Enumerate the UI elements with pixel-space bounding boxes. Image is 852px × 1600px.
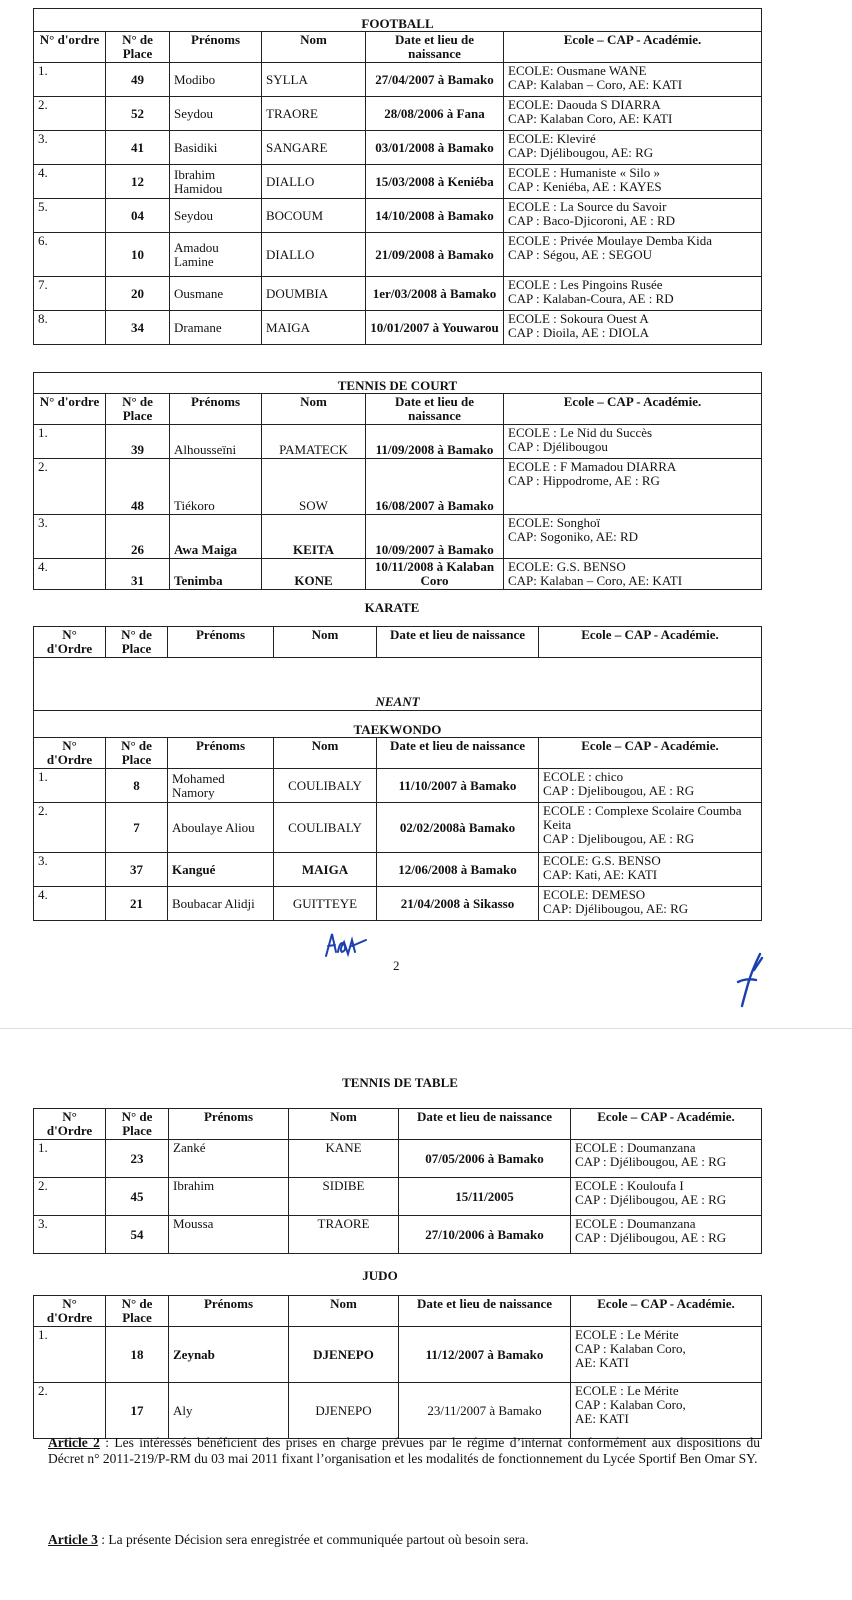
ecole-line: CAP : Djelibougou, AE : RG bbox=[543, 783, 695, 799]
cell-date: 23/11/2007 à Bamako bbox=[399, 1383, 571, 1439]
cell-ecole bbox=[504, 277, 762, 311]
article-2-label: Article 2 bbox=[48, 1435, 100, 1450]
ecole-line: ECOLE : Humaniste « Silo » bbox=[508, 165, 661, 181]
ecole-line: CAP : Baco-Djicoroni, AE : RD bbox=[508, 213, 676, 229]
ecole-line: ECOLE : Sokoura Ouest A bbox=[508, 311, 649, 327]
cell-place: 54 bbox=[106, 1216, 169, 1254]
cell-place: 04 bbox=[106, 199, 170, 233]
cell-ordre: 1. bbox=[34, 63, 106, 97]
ecole-line: ECOLE : chico bbox=[543, 769, 624, 785]
karate-neant: NEANT bbox=[34, 688, 762, 711]
col-place: N° de Place bbox=[106, 1296, 169, 1327]
table-row bbox=[34, 1327, 762, 1383]
table-header-row bbox=[34, 627, 762, 658]
ecole-line: ECOLE : Doumanzana bbox=[575, 1140, 696, 1156]
cell-nom: TRAORE bbox=[262, 97, 366, 131]
ecole-line: ECOLE: DEMESO bbox=[543, 887, 646, 903]
cell-prenoms: Tenimba bbox=[170, 559, 262, 590]
section-title-judo: JUDO bbox=[362, 1268, 398, 1283]
cell-prenoms: Alhousseïni bbox=[170, 425, 262, 459]
cell-ordre: 8. bbox=[34, 311, 106, 345]
article-2-text: : Les intéressés bénéficient des prises en charge prévues par le régime d’internat conformément aux dispositions du Décret n° 2011-219/P-RM du 03 mai 2011 fixant l’organisation et les modalités de fonctionnement du Lycée Sportif Ben Omar SY. bbox=[48, 1435, 760, 1466]
col-nom: Nom bbox=[289, 1296, 399, 1327]
cell-nom: KEITA bbox=[262, 515, 366, 559]
cell-ordre: 4. bbox=[34, 559, 106, 590]
table-row bbox=[34, 887, 762, 921]
ecole-line: CAP : Kalaban-Coura, AE : RD bbox=[508, 291, 674, 307]
cell-ecole bbox=[571, 1327, 762, 1383]
table-row bbox=[34, 199, 762, 233]
cell-ecole bbox=[504, 63, 762, 97]
cell-date: 15/11/2005 bbox=[399, 1178, 571, 1216]
table-row bbox=[34, 311, 762, 345]
col-date: Date et lieu de naissance bbox=[399, 1109, 571, 1140]
cell-ecole bbox=[504, 459, 762, 515]
cell-place: 34 bbox=[106, 311, 170, 345]
cell-nom: SIDIBE bbox=[289, 1178, 399, 1216]
table-row bbox=[34, 1383, 762, 1439]
article-3-text: : La présente Décision sera enregistrée et communiquée partout où besoin sera. bbox=[97, 1532, 529, 1547]
col-nom: Nom bbox=[262, 394, 366, 425]
ecole-line: CAP: Djélibougou, AE: RG bbox=[508, 145, 654, 161]
cell-nom: SYLLA bbox=[262, 63, 366, 97]
cell-ordre: 1. bbox=[34, 769, 106, 803]
cell-ecole bbox=[504, 425, 762, 459]
cell-date: 14/10/2008 à Bamako bbox=[366, 199, 504, 233]
ecole-line: ECOLE : Complexe Scolaire Coumba Keita bbox=[543, 803, 742, 833]
col-date: Date et lieu de naissance bbox=[377, 738, 539, 769]
cell-nom: GUITTEYE bbox=[274, 887, 377, 921]
cell-prenoms: Ousmane bbox=[170, 277, 262, 311]
cell-nom: DJENEPO bbox=[289, 1327, 399, 1383]
cell-prenoms: Ibrahim bbox=[169, 1178, 289, 1216]
col-prenoms: Prénoms bbox=[169, 1109, 289, 1140]
cell-ecole bbox=[504, 515, 762, 559]
cell-ecole bbox=[539, 887, 762, 921]
col-prenoms: Prénoms bbox=[168, 627, 274, 658]
karate-table bbox=[33, 626, 762, 921]
table-row bbox=[34, 1140, 762, 1178]
table-row bbox=[34, 277, 762, 311]
cell-date: 12/06/2008 à Bamako bbox=[377, 853, 539, 887]
cell-ordre: 3. bbox=[34, 1216, 106, 1254]
col-ecole: Ecole – CAP - Académie. bbox=[571, 1109, 762, 1140]
cell-ecole bbox=[571, 1140, 762, 1178]
ecole-line: ECOLE : Le Mérite bbox=[575, 1327, 679, 1343]
cell-ordre: 2. bbox=[34, 459, 106, 515]
cell-prenoms: Modibo bbox=[170, 63, 262, 97]
cell-nom: TRAORE bbox=[289, 1216, 399, 1254]
cell-ecole bbox=[571, 1216, 762, 1254]
table-row bbox=[34, 131, 762, 165]
cell-prenoms: Boubacar Alidji bbox=[168, 887, 274, 921]
cell-ordre: 1. bbox=[34, 1327, 106, 1383]
cell-date: 28/08/2006 à Fana bbox=[366, 97, 504, 131]
document-page-2 bbox=[0, 1030, 852, 1600]
cell-ecole bbox=[539, 853, 762, 887]
cell-prenoms: Seydou bbox=[170, 199, 262, 233]
cell-date: 11/09/2008 à Bamako bbox=[366, 425, 504, 459]
col-nom: Nom bbox=[289, 1109, 399, 1140]
col-place: N° de Place bbox=[106, 394, 170, 425]
cell-place: 41 bbox=[106, 131, 170, 165]
page-number: 2 bbox=[393, 958, 400, 973]
cell-place: 26 bbox=[106, 515, 170, 559]
table-row bbox=[34, 853, 762, 887]
col-ordre: N° d'Ordre bbox=[34, 738, 106, 769]
cell-prenoms: Moussa bbox=[169, 1216, 289, 1254]
cell-nom: DIALLO bbox=[262, 165, 366, 199]
cell-prenoms: Zanké bbox=[169, 1140, 289, 1178]
cell-ordre: 2. bbox=[34, 803, 106, 853]
ecole-line: ECOLE: G.S. BENSO bbox=[508, 559, 626, 575]
cell-nom: SANGARE bbox=[262, 131, 366, 165]
table-row bbox=[34, 515, 762, 559]
ecole-line: CAP : Djélibougou, AE : RG bbox=[575, 1192, 727, 1208]
col-ecole: Ecole – CAP - Académie. bbox=[504, 394, 762, 425]
cell-nom: MAIGA bbox=[274, 853, 377, 887]
cell-prenoms: Amadou Lamine bbox=[170, 233, 262, 277]
cell-date: 10/11/2008 à Kalaban Coro bbox=[366, 559, 504, 590]
cell-place: 37 bbox=[106, 853, 168, 887]
cell-date: 1er/03/2008 à Bamako bbox=[366, 277, 504, 311]
ecole-line: CAP : Kalaban Coro, bbox=[575, 1341, 686, 1357]
cell-place: 7 bbox=[106, 803, 168, 853]
cell-ecole bbox=[504, 131, 762, 165]
cell-ecole bbox=[504, 97, 762, 131]
ecole-line: ECOLE: Daouda S DIARRA bbox=[508, 97, 661, 113]
col-ordre: N° d'ordre bbox=[34, 32, 106, 63]
table-row bbox=[34, 165, 762, 199]
section-title-football: FOOTBALL bbox=[34, 9, 762, 32]
ecole-line: AE: KATI bbox=[575, 1355, 629, 1371]
tennis-table-table bbox=[33, 1108, 762, 1254]
cell-place: 48 bbox=[106, 459, 170, 515]
cell-ecole bbox=[504, 311, 762, 345]
cell-prenoms: Ibrahim Hamidou bbox=[170, 165, 262, 199]
table-row bbox=[34, 97, 762, 131]
col-ordre: N° d'Ordre bbox=[34, 627, 106, 658]
col-date: Date et lieu de naissance bbox=[377, 627, 539, 658]
cell-prenoms: Kangué bbox=[168, 853, 274, 887]
cell-nom: DIALLO bbox=[262, 233, 366, 277]
cell-place: 23 bbox=[106, 1140, 169, 1178]
cell-ordre: 4. bbox=[34, 887, 106, 921]
cell-ordre: 2. bbox=[34, 97, 106, 131]
cell-nom: KONE bbox=[262, 559, 366, 590]
ecole-line: CAP : Hippodrome, AE : RG bbox=[508, 473, 660, 489]
col-ecole: Ecole – CAP - Académie. bbox=[539, 738, 762, 769]
cell-ordre: 1. bbox=[34, 1140, 106, 1178]
ecole-line: ECOLE : F Mamadou DIARRA bbox=[508, 459, 677, 475]
cell-place: 12 bbox=[106, 165, 170, 199]
table-row bbox=[34, 1178, 762, 1216]
cell-nom: MAIGA bbox=[262, 311, 366, 345]
ecole-line: ECOLE : Kouloufa I bbox=[575, 1178, 684, 1194]
col-date: Date et lieu de naissance bbox=[366, 394, 504, 425]
cell-date: 27/04/2007 à Bamako bbox=[366, 63, 504, 97]
table-header-row bbox=[34, 394, 762, 425]
ecole-line: ECOLE : Doumanzana bbox=[575, 1216, 696, 1232]
cell-prenoms: Tiékoro bbox=[170, 459, 262, 515]
cell-prenoms: Dramane bbox=[170, 311, 262, 345]
table-header-row bbox=[34, 32, 762, 63]
cell-date: 21/04/2008 à Sikasso bbox=[377, 887, 539, 921]
col-nom: Nom bbox=[274, 738, 377, 769]
table-row bbox=[34, 559, 762, 590]
col-place: N° de Place bbox=[106, 627, 168, 658]
table-row bbox=[34, 459, 762, 515]
tennis-court-table bbox=[33, 372, 762, 590]
cell-date: 21/09/2008 à Bamako bbox=[366, 233, 504, 277]
ecole-line: AE: KATI bbox=[575, 1411, 629, 1427]
col-prenoms: Prénoms bbox=[168, 738, 274, 769]
table-row bbox=[34, 63, 762, 97]
cell-ordre: 3. bbox=[34, 853, 106, 887]
table-row bbox=[34, 425, 762, 459]
col-nom: Nom bbox=[262, 32, 366, 63]
cell-prenoms: Aly bbox=[169, 1383, 289, 1439]
cell-prenoms: Aboulaye Aliou bbox=[168, 803, 274, 853]
ecole-line: ECOLE : Privée Moulaye Demba Kida bbox=[508, 233, 712, 249]
cell-place: 10 bbox=[106, 233, 170, 277]
col-nom: Nom bbox=[274, 627, 377, 658]
ecole-line: ECOLE: Ousmane WANE bbox=[508, 63, 647, 79]
cell-date: 11/12/2007 à Bamako bbox=[399, 1327, 571, 1383]
col-ecole: Ecole – CAP - Académie. bbox=[571, 1296, 762, 1327]
section-title-tennis-court: TENNIS DE COURT bbox=[34, 373, 762, 394]
ecole-line: CAP: Kalaban – Coro, AE: KATI bbox=[508, 77, 683, 93]
cell-ordre: 7. bbox=[34, 277, 106, 311]
ecole-line: ECOLE: Kleviré bbox=[508, 131, 596, 147]
cell-nom: SOW bbox=[262, 459, 366, 515]
cell-place: 49 bbox=[106, 63, 170, 97]
col-place: N° de Place bbox=[106, 738, 168, 769]
cell-nom: COULIBALY bbox=[274, 803, 377, 853]
col-ecole: Ecole – CAP - Académie. bbox=[504, 32, 762, 63]
cell-prenoms: Mohamed Namory bbox=[168, 769, 274, 803]
ecole-line: ECOLE : Les Pingoins Rusée bbox=[508, 277, 663, 293]
cell-ecole bbox=[571, 1383, 762, 1439]
ecole-line: CAP : Ségou, AE : SEGOU bbox=[508, 247, 652, 263]
ecole-line: CAP : Keniéba, AE : KAYES bbox=[508, 179, 662, 195]
cell-ordre: 4. bbox=[34, 165, 106, 199]
col-ordre: N° d'Ordre bbox=[34, 1109, 106, 1140]
signature-mark bbox=[730, 950, 770, 1010]
section-title-karate: KARATE bbox=[364, 600, 420, 615]
ecole-line: ECOLE : Le Mérite bbox=[575, 1383, 679, 1399]
ecole-line: CAP : Dioila, AE : DIOLA bbox=[508, 325, 650, 341]
cell-date: 10/01/2007 à Youwarou bbox=[366, 311, 504, 345]
cell-place: 20 bbox=[106, 277, 170, 311]
cell-ecole bbox=[539, 803, 762, 853]
cell-place: 39 bbox=[106, 425, 170, 459]
cell-nom: DOUMBIA bbox=[262, 277, 366, 311]
cell-ordre: 1. bbox=[34, 425, 106, 459]
col-place: N° de Place bbox=[106, 32, 170, 63]
cell-nom: COULIBALY bbox=[274, 769, 377, 803]
table-row bbox=[34, 1216, 762, 1254]
cell-ecole bbox=[571, 1178, 762, 1216]
cell-place: 17 bbox=[106, 1383, 169, 1439]
ecole-line: CAP: Sogoniko, AE: RD bbox=[508, 529, 639, 545]
cell-ecole bbox=[504, 165, 762, 199]
cell-place: 45 bbox=[106, 1178, 169, 1216]
cell-ecole bbox=[504, 559, 762, 590]
cell-place: 8 bbox=[106, 769, 168, 803]
article-2 bbox=[48, 1435, 760, 1467]
cell-ordre: 2. bbox=[34, 1383, 106, 1439]
cell-place: 31 bbox=[106, 559, 170, 590]
ecole-line: CAP : Djélibougou, AE : RG bbox=[575, 1230, 727, 1246]
cell-ecole bbox=[504, 233, 762, 277]
cell-ordre: 3. bbox=[34, 131, 106, 165]
table-row bbox=[34, 803, 762, 853]
judo-table bbox=[33, 1295, 762, 1439]
cell-date: 07/05/2006 à Bamako bbox=[399, 1140, 571, 1178]
section-title-taekwondo: TAEKWONDO bbox=[34, 711, 762, 738]
cell-ecole bbox=[539, 769, 762, 803]
ecole-line: CAP : Djélibougou, AE : RG bbox=[575, 1154, 727, 1170]
cell-nom: DJENEPO bbox=[289, 1383, 399, 1439]
ecole-line: CAP: Kati, AE: KATI bbox=[543, 867, 658, 883]
ecole-line: CAP : Djelibougou, AE : RG bbox=[543, 831, 695, 847]
cell-place: 18 bbox=[106, 1327, 169, 1383]
col-date: Date et lieu de naissance bbox=[366, 32, 504, 63]
cell-place: 52 bbox=[106, 97, 170, 131]
section-title-tennis-table: TENNIS DE TABLE bbox=[342, 1075, 458, 1090]
ecole-line: ECOLE: G.S. BENSO bbox=[543, 853, 661, 869]
initials-signature bbox=[322, 930, 372, 960]
cell-prenoms: Zeynab bbox=[169, 1327, 289, 1383]
article-3 bbox=[48, 1532, 760, 1548]
ecole-line: ECOLE: Songhoï bbox=[508, 515, 601, 531]
cell-date: 16/08/2007 à Bamako bbox=[366, 459, 504, 515]
cell-date: 27/10/2006 à Bamako bbox=[399, 1216, 571, 1254]
cell-ordre: 5. bbox=[34, 199, 106, 233]
cell-place: 21 bbox=[106, 887, 168, 921]
cell-date: 10/09/2007 à Bamako bbox=[366, 515, 504, 559]
ecole-line: CAP : Kalaban Coro, bbox=[575, 1397, 686, 1413]
cell-date: 03/01/2008 à Bamako bbox=[366, 131, 504, 165]
col-ordre: N° d'ordre bbox=[34, 394, 106, 425]
cell-ordre: 3. bbox=[34, 515, 106, 559]
cell-prenoms: Basidiki bbox=[170, 131, 262, 165]
cell-date: 15/03/2008 à Keniéba bbox=[366, 165, 504, 199]
ecole-line: CAP: Kalaban Coro, AE: KATI bbox=[508, 111, 673, 127]
cell-date: 11/10/2007 à Bamako bbox=[377, 769, 539, 803]
col-prenoms: Prénoms bbox=[169, 1296, 289, 1327]
table-header-row bbox=[34, 738, 762, 769]
cell-ecole bbox=[504, 199, 762, 233]
cell-nom: KANE bbox=[289, 1140, 399, 1178]
cell-prenoms: Awa Maiga bbox=[170, 515, 262, 559]
col-ecole: Ecole – CAP - Académie. bbox=[539, 627, 762, 658]
cell-ordre: 6. bbox=[34, 233, 106, 277]
table-row bbox=[34, 233, 762, 277]
cell-nom: PAMATECK bbox=[262, 425, 366, 459]
table-row bbox=[34, 769, 762, 803]
ecole-line: CAP: Djélibougou, AE: RG bbox=[543, 901, 689, 917]
football-table bbox=[33, 8, 762, 345]
ecole-line: CAP : Djélibougou bbox=[508, 439, 608, 455]
col-prenoms: Prénoms bbox=[170, 32, 262, 63]
cell-nom: BOCOUM bbox=[262, 199, 366, 233]
col-date: Date et lieu de naissance bbox=[399, 1296, 571, 1327]
col-prenoms: Prénoms bbox=[170, 394, 262, 425]
article-3-label: Article 3 bbox=[48, 1532, 98, 1547]
col-ordre: N° d'Ordre bbox=[34, 1296, 106, 1327]
col-place: N° de Place bbox=[106, 1109, 169, 1140]
table-header-row bbox=[34, 1296, 762, 1327]
ecole-line: ECOLE : Le Nid du Succès bbox=[508, 425, 653, 441]
cell-prenoms: Seydou bbox=[170, 97, 262, 131]
cell-date: 02/02/2008à Bamako bbox=[377, 803, 539, 853]
table-header-row bbox=[34, 1109, 762, 1140]
ecole-line: CAP: Kalaban – Coro, AE: KATI bbox=[508, 573, 683, 589]
ecole-line: ECOLE : La Source du Savoir bbox=[508, 199, 667, 215]
cell-ordre: 2. bbox=[34, 1178, 106, 1216]
